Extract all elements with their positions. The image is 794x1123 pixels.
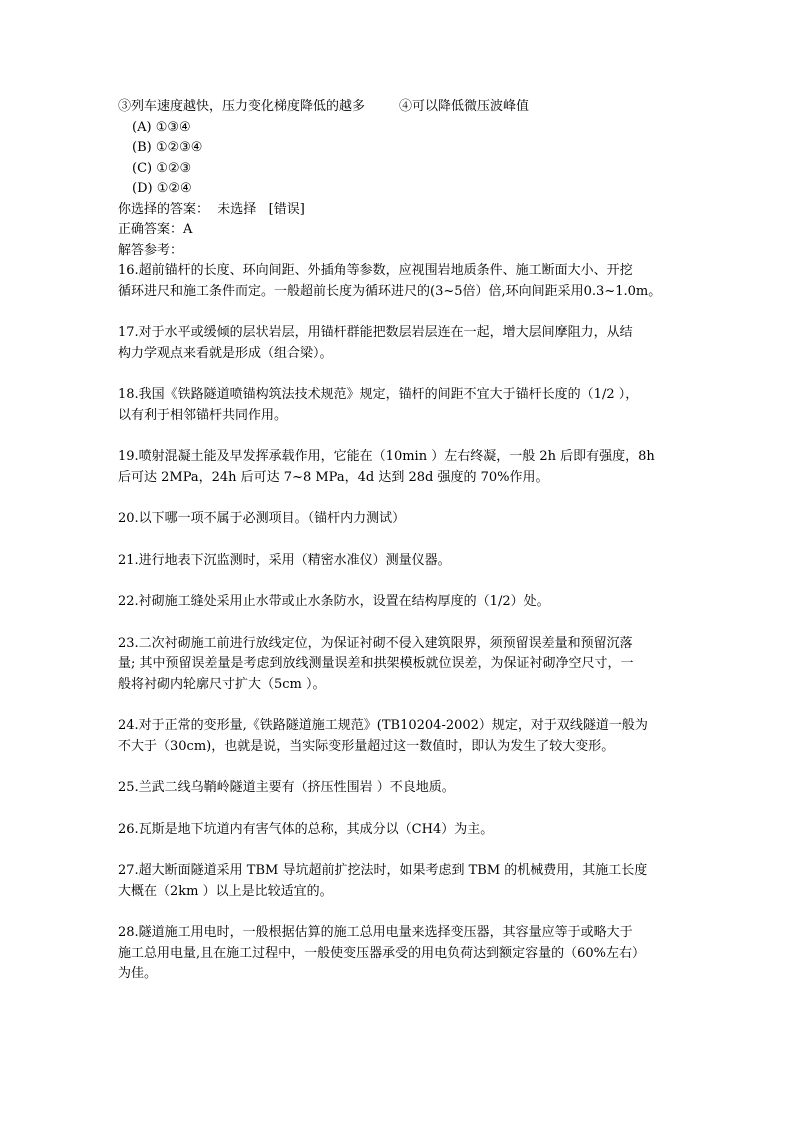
paragraph-19 bbox=[118, 447, 676, 488]
paragraph-line: 20.以下哪一项不属于必测项目。（锚杆内力测试） bbox=[118, 511, 406, 526]
paragraph-line: 大概在（2km ）以上是比较适宜的。 bbox=[118, 883, 333, 899]
paragraph-line: 26.瓦斯是地下坑道内有害气体的总称，其成分以（CH4）为主。 bbox=[118, 821, 494, 837]
option-a bbox=[118, 118, 676, 139]
option-text: ①②④ bbox=[156, 181, 192, 196]
question-tail-line bbox=[118, 97, 676, 118]
paragraph-line: 22.衬砌施工缝处采用止水带或止水条防水，设置在结构厚度的（1/2）处。 bbox=[118, 594, 550, 609]
question-item-3: ③列车速度越快，压力变化梯度降低的越多 bbox=[118, 99, 366, 114]
paragraph-25 bbox=[118, 778, 676, 799]
paragraph-line: 16.超前锚杆的长度、环向间距、外插角等参数，应视围岩地质条件、施工断面大小、开挖 bbox=[118, 263, 633, 278]
option-c bbox=[118, 159, 676, 180]
paragraph-line: 24.对于正常的变形量,《铁路隧道施工规范》(TB10204-2002）规定，对于双线隧道一般为 bbox=[118, 718, 648, 733]
paragraph-23 bbox=[118, 634, 676, 696]
paragraph-line: 为佳。 bbox=[118, 966, 158, 981]
paragraph-line: 循环进尺和施工条件而定。一般超前长度为循环进尺的(3~5倍）倍,环向间距采用0.3~1.0m。 bbox=[118, 283, 662, 299]
paragraph-line: 般将衬砌内轮廓尺寸扩大（5cm ）。 bbox=[118, 676, 326, 692]
paragraph-22 bbox=[118, 592, 676, 613]
paragraph-line: 27.超大断面隧道采用 TBM 导坑超前扩挖法时，如果考虑到 TBM 的机械费用，其施工长度 bbox=[118, 863, 648, 878]
option-label: (A) bbox=[132, 119, 152, 135]
paragraph-17 bbox=[118, 323, 676, 364]
paragraph-20 bbox=[118, 509, 676, 530]
option-label: (C) bbox=[132, 160, 153, 176]
paragraph-line: 21.进行地表下沉监测时，采用（精密水准仪）测量仪器。 bbox=[118, 552, 451, 568]
paragraph-line: 23.二次衬砌施工前进行放线定位，为保证衬砌不侵入建筑限界，须预留误差量和预留沉落 bbox=[118, 635, 633, 651]
paragraph-line: 施工总用电量,且在施工过程中，一般使变压器承受的用电负荷达到额定容量的（60%左右） bbox=[118, 945, 646, 961]
question-item-4: ④可以降低微压波峰值 bbox=[399, 99, 530, 114]
option-b bbox=[118, 138, 676, 159]
paragraph-line: 不大于（30cm)，也就是说，当实际变形量超过这一数值时，即认为发生了较大变形。 bbox=[118, 738, 615, 754]
option-text: ①③④ bbox=[155, 119, 191, 135]
paragraph-21 bbox=[118, 551, 676, 572]
paragraph-line: 28.隧道施工用电时，一般根据估算的施工总用电量来选择变压器，其容量应等于或略大于 bbox=[118, 925, 633, 940]
paragraph-24 bbox=[118, 716, 676, 757]
paragraph-line: 25.兰武二线乌鞘岭隧道主要有（挤压性围岩 ）不良地质。 bbox=[118, 780, 455, 795]
paragraph-line: 构力学观点来看就是形成（组合梁）。 bbox=[118, 345, 333, 361]
option-label: (B) bbox=[132, 140, 152, 155]
paragraph-16 bbox=[118, 261, 676, 302]
paragraph-26 bbox=[118, 820, 676, 841]
paragraph-line: 以有利于相邻锚杆共同作用。 bbox=[118, 407, 288, 423]
your-answer: 你选择的答案： 未选择 [错误] bbox=[118, 201, 305, 217]
paragraph-28 bbox=[118, 923, 676, 985]
option-text: ①②③ bbox=[156, 160, 192, 176]
paragraph-line: 18.我国《铁路隧道喷锚构筑法技术规范》规定，锚杆的间距不宜大于锚杆长度的（1/2 ）， bbox=[118, 387, 639, 402]
paragraph-line: 19.喷射混凝土能及早发挥承载作用，它能在（10min ）左右终凝，一般 2h 后即有强度，8h bbox=[118, 449, 655, 464]
reference-label: 解答参考： bbox=[118, 242, 184, 258]
correct-answer: 正确答案：A bbox=[118, 222, 193, 237]
option-text: ①②③④ bbox=[155, 140, 203, 155]
paragraph-line: 后可达 2MPa，24h 后可达 7~8 MPa，4d 达到 28d 强度的 70%作用。 bbox=[118, 469, 549, 485]
option-d bbox=[118, 179, 676, 200]
paragraph-line: 17.对于水平或缓倾的层状岩层，用锚杆群能把数层岩层连在一起，增大层间摩阻力，从结 bbox=[118, 325, 633, 340]
paragraph-line: 量; 其中预留误差量是考虑到放线测量误差和拱架模板就位误差，为保证衬砌净空尺寸，一 bbox=[118, 656, 634, 671]
paragraph-27 bbox=[118, 861, 676, 902]
option-label: (D) bbox=[132, 181, 153, 196]
document-page bbox=[118, 97, 676, 985]
paragraph-18 bbox=[118, 385, 676, 426]
